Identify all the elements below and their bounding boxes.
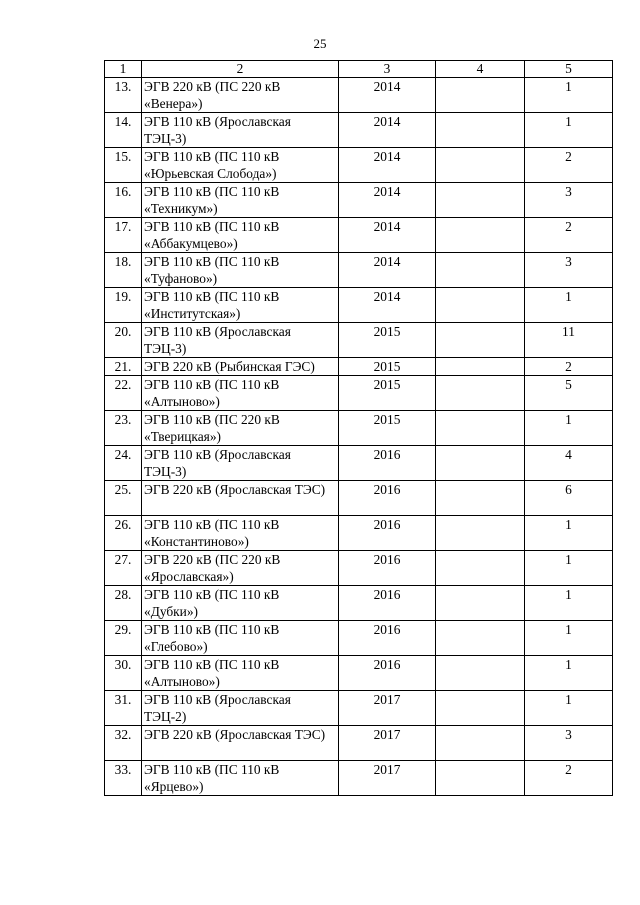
col4-cell [436, 148, 525, 183]
year-cell: 2015 [339, 376, 436, 411]
col4-cell [436, 481, 525, 516]
equipment-name-cell: ЭГВ 110 кВ (Ярославская ТЭЦ-2) [142, 691, 339, 726]
equipment-name-cell: ЭГВ 110 кВ (ПС 110 кВ «Ярцево») [142, 761, 339, 796]
header-col-5: 5 [525, 61, 613, 78]
row-number-cell: 20. [105, 323, 142, 358]
equipment-name-cell: ЭГВ 110 кВ (Ярославская ТЭЦ-3) [142, 113, 339, 148]
equipment-name-cell: ЭГВ 110 кВ (Ярославская ТЭЦ-3) [142, 446, 339, 481]
col4-cell [436, 113, 525, 148]
table-body [105, 78, 613, 796]
row-number-cell: 16. [105, 183, 142, 218]
table-row [105, 761, 613, 796]
row-number-cell: 30. [105, 656, 142, 691]
equipment-name-cell: ЭГВ 110 кВ (ПС 110 кВ «Техникум») [142, 183, 339, 218]
equipment-name-cell: ЭГВ 110 кВ (ПС 110 кВ «Глебово») [142, 621, 339, 656]
table-row [105, 691, 613, 726]
row-number-cell: 13. [105, 78, 142, 113]
col4-cell [436, 376, 525, 411]
year-cell: 2017 [339, 726, 436, 761]
page-number: 25 [313, 36, 327, 51]
year-cell: 2017 [339, 691, 436, 726]
table-row [105, 551, 613, 586]
col4-cell [436, 411, 525, 446]
count-cell: 4 [525, 446, 613, 481]
row-number-cell: 26. [105, 516, 142, 551]
equipment-name-cell: ЭГВ 220 кВ (ПС 220 кВ «Ярославская») [142, 551, 339, 586]
equipment-name-cell: ЭГВ 220 кВ (Ярославская ТЭС) [142, 726, 339, 761]
count-cell: 3 [525, 183, 613, 218]
row-number-cell: 15. [105, 148, 142, 183]
count-cell: 1 [525, 288, 613, 323]
count-cell: 1 [525, 516, 613, 551]
year-cell: 2016 [339, 551, 436, 586]
year-cell: 2014 [339, 183, 436, 218]
count-cell: 1 [525, 78, 613, 113]
year-cell: 2016 [339, 516, 436, 551]
count-cell: 11 [525, 323, 613, 358]
count-cell: 2 [525, 358, 613, 376]
equipment-name-cell: ЭГВ 110 кВ (ПС 110 кВ «Дубки») [142, 586, 339, 621]
equipment-name-cell: ЭГВ 110 кВ (ПС 110 кВ «Алтыново») [142, 376, 339, 411]
table-header-row [105, 61, 613, 78]
count-cell: 1 [525, 113, 613, 148]
equipment-name-cell: ЭГВ 110 кВ (ПС 110 кВ «Аббакумцево») [142, 218, 339, 253]
table-row [105, 288, 613, 323]
table-row [105, 376, 613, 411]
year-cell: 2016 [339, 481, 436, 516]
table-row [105, 358, 613, 376]
year-cell: 2014 [339, 78, 436, 113]
count-cell: 1 [525, 411, 613, 446]
count-cell: 3 [525, 726, 613, 761]
row-number-cell: 14. [105, 113, 142, 148]
col4-cell [436, 691, 525, 726]
count-cell: 1 [525, 551, 613, 586]
table-row [105, 516, 613, 551]
count-cell: 1 [525, 586, 613, 621]
equipment-name-cell: ЭГВ 110 кВ (ПС 110 кВ «Юрьевская Слобода») [142, 148, 339, 183]
col4-cell [436, 288, 525, 323]
year-cell: 2014 [339, 148, 436, 183]
year-cell: 2015 [339, 323, 436, 358]
row-number-cell: 32. [105, 726, 142, 761]
row-number-cell: 21. [105, 358, 142, 376]
col4-cell [436, 253, 525, 288]
year-cell: 2014 [339, 253, 436, 288]
col4-cell [436, 78, 525, 113]
row-number-cell: 18. [105, 253, 142, 288]
year-cell: 2015 [339, 411, 436, 446]
equipment-name-cell: ЭГВ 110 кВ (ПС 110 кВ «Институтская») [142, 288, 339, 323]
year-cell: 2016 [339, 656, 436, 691]
table-row [105, 78, 613, 113]
year-cell: 2016 [339, 586, 436, 621]
year-cell: 2014 [339, 113, 436, 148]
equipment-name-cell: ЭГВ 110 кВ (Ярославская ТЭЦ-3) [142, 323, 339, 358]
header-col-3: 3 [339, 61, 436, 78]
table-row [105, 586, 613, 621]
table-row [105, 323, 613, 358]
row-number-cell: 22. [105, 376, 142, 411]
table-row [105, 148, 613, 183]
row-number-cell: 17. [105, 218, 142, 253]
col4-cell [436, 621, 525, 656]
table-row [105, 446, 613, 481]
table-row [105, 481, 613, 516]
equipment-name-cell: ЭГВ 110 кВ (ПС 110 кВ «Алтыново») [142, 656, 339, 691]
row-number-cell: 19. [105, 288, 142, 323]
row-number-cell: 29. [105, 621, 142, 656]
equipment-name-cell: ЭГВ 110 кВ (ПС 110 кВ «Туфаново») [142, 253, 339, 288]
equipment-name-cell: ЭГВ 110 кВ (ПС 110 кВ «Константиново») [142, 516, 339, 551]
equipment-name-cell: ЭГВ 220 кВ (Ярославская ТЭС) [142, 481, 339, 516]
col4-cell [436, 656, 525, 691]
col4-cell [436, 726, 525, 761]
row-number-cell: 25. [105, 481, 142, 516]
year-cell: 2015 [339, 358, 436, 376]
col4-cell [436, 358, 525, 376]
col4-cell [436, 446, 525, 481]
year-cell: 2017 [339, 761, 436, 796]
table-row [105, 183, 613, 218]
row-number-cell: 33. [105, 761, 142, 796]
count-cell: 3 [525, 253, 613, 288]
header-col-2: 2 [142, 61, 339, 78]
col4-cell [436, 586, 525, 621]
row-number-cell: 28. [105, 586, 142, 621]
table-row [105, 218, 613, 253]
col4-cell [436, 516, 525, 551]
year-cell: 2016 [339, 446, 436, 481]
count-cell: 5 [525, 376, 613, 411]
row-number-cell: 31. [105, 691, 142, 726]
count-cell: 1 [525, 656, 613, 691]
count-cell: 2 [525, 148, 613, 183]
table-row [105, 411, 613, 446]
equipment-name-cell: ЭГВ 220 кВ (Рыбинская ГЭС) [142, 358, 339, 376]
equipment-name-cell: ЭГВ 220 кВ (ПС 220 кВ «Венера») [142, 78, 339, 113]
table-row [105, 113, 613, 148]
table-row [105, 656, 613, 691]
count-cell: 1 [525, 691, 613, 726]
col4-cell [436, 323, 525, 358]
year-cell: 2014 [339, 288, 436, 323]
count-cell: 1 [525, 621, 613, 656]
table-row [105, 253, 613, 288]
row-number-cell: 24. [105, 446, 142, 481]
table-row [105, 726, 613, 761]
header-col-4: 4 [436, 61, 525, 78]
col4-cell [436, 761, 525, 796]
row-number-cell: 23. [105, 411, 142, 446]
year-cell: 2014 [339, 218, 436, 253]
col4-cell [436, 183, 525, 218]
col4-cell [436, 551, 525, 586]
table-row [105, 621, 613, 656]
header-col-1: 1 [105, 61, 142, 78]
equipment-name-cell: ЭГВ 110 кВ (ПС 220 кВ «Тверицкая») [142, 411, 339, 446]
equipment-table [104, 60, 613, 796]
col4-cell [436, 218, 525, 253]
row-number-cell: 27. [105, 551, 142, 586]
count-cell: 2 [525, 761, 613, 796]
count-cell: 6 [525, 481, 613, 516]
year-cell: 2016 [339, 621, 436, 656]
count-cell: 2 [525, 218, 613, 253]
